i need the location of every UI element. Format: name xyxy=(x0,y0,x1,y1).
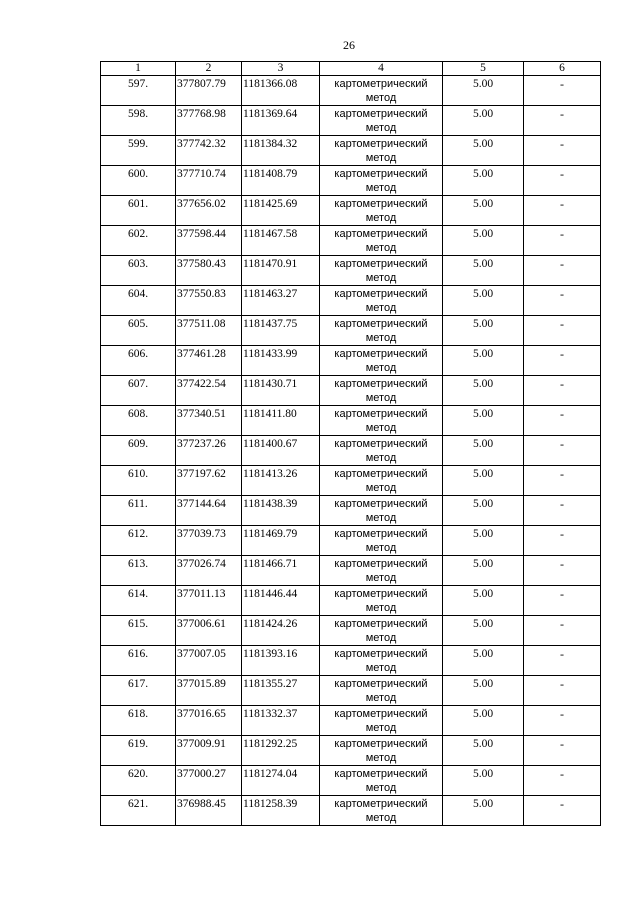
table-row xyxy=(101,766,601,796)
table-row xyxy=(101,286,601,316)
coordinate-y: 1181355.27 xyxy=(242,676,320,706)
coordinate-y: 1181274.04 xyxy=(242,766,320,796)
description-cell: - xyxy=(524,406,601,436)
accuracy-value: 5.00 xyxy=(443,466,524,496)
method-cell xyxy=(320,226,443,256)
description-cell: - xyxy=(524,196,601,226)
point-number: 597. xyxy=(101,76,176,106)
coordinate-x: 377197.62 xyxy=(176,466,242,496)
table-body xyxy=(101,76,601,826)
description-cell: - xyxy=(524,286,601,316)
table-row xyxy=(101,136,601,166)
method-line-1: картометрический xyxy=(334,288,428,300)
coordinate-y: 1181258.39 xyxy=(242,796,320,826)
method-line-2: метод xyxy=(365,272,397,284)
description-cell: - xyxy=(524,76,601,106)
coordinate-x: 377580.43 xyxy=(176,256,242,286)
coordinate-x: 377511.08 xyxy=(176,316,242,346)
method-cell xyxy=(320,196,443,226)
method-cell xyxy=(320,256,443,286)
coordinate-y: 1181384.32 xyxy=(242,136,320,166)
point-number: 614. xyxy=(101,586,176,616)
method-cell xyxy=(320,496,443,526)
method-line-1: картометрический xyxy=(334,768,428,780)
method-cell xyxy=(320,376,443,406)
method-cell xyxy=(320,676,443,706)
coordinate-y: 1181369.64 xyxy=(242,106,320,136)
method-cell xyxy=(320,616,443,646)
accuracy-value: 5.00 xyxy=(443,346,524,376)
method-line-1: картометрический xyxy=(334,678,428,690)
table-row xyxy=(101,706,601,736)
coordinate-y: 1181425.69 xyxy=(242,196,320,226)
accuracy-value: 5.00 xyxy=(443,226,524,256)
coordinate-x: 377461.28 xyxy=(176,346,242,376)
method-line-2: метод xyxy=(365,362,397,374)
coordinate-x: 377550.83 xyxy=(176,286,242,316)
method-line-2: метод xyxy=(365,632,397,644)
coordinate-y: 1181466.71 xyxy=(242,556,320,586)
method-line-1: картометрический xyxy=(334,438,428,450)
accuracy-value: 5.00 xyxy=(443,286,524,316)
accuracy-value: 5.00 xyxy=(443,646,524,676)
point-number: 600. xyxy=(101,166,176,196)
method-line-1: картометрический xyxy=(334,528,428,540)
description-cell: - xyxy=(524,436,601,466)
coordinate-x: 377656.02 xyxy=(176,196,242,226)
description-cell: - xyxy=(524,676,601,706)
table-row xyxy=(101,526,601,556)
point-number: 615. xyxy=(101,616,176,646)
method-cell xyxy=(320,286,443,316)
table-row xyxy=(101,196,601,226)
description-cell: - xyxy=(524,646,601,676)
method-line-1: картометрический xyxy=(334,78,428,90)
method-line-1: картометрический xyxy=(334,198,428,210)
point-number: 605. xyxy=(101,316,176,346)
coordinate-x: 377237.26 xyxy=(176,436,242,466)
coordinate-y: 1181424.26 xyxy=(242,616,320,646)
method-cell xyxy=(320,766,443,796)
coordinate-y: 1181292.25 xyxy=(242,736,320,766)
point-number: 621. xyxy=(101,796,176,826)
table-row xyxy=(101,586,601,616)
method-line-1: картометрический xyxy=(334,708,428,720)
point-number: 620. xyxy=(101,766,176,796)
accuracy-value: 5.00 xyxy=(443,586,524,616)
method-line-2: метод xyxy=(365,302,397,314)
method-line-1: картометрический xyxy=(334,228,428,240)
coordinate-x: 377598.44 xyxy=(176,226,242,256)
accuracy-value: 5.00 xyxy=(443,106,524,136)
column-header-2: 2 xyxy=(176,62,242,76)
accuracy-value: 5.00 xyxy=(443,76,524,106)
method-line-1: картометрический xyxy=(334,798,428,810)
point-number: 604. xyxy=(101,286,176,316)
table-row xyxy=(101,466,601,496)
coordinate-x: 377340.51 xyxy=(176,406,242,436)
method-cell xyxy=(320,76,443,106)
table-row xyxy=(101,226,601,256)
accuracy-value: 5.00 xyxy=(443,496,524,526)
point-number: 610. xyxy=(101,466,176,496)
method-line-1: картометрический xyxy=(334,168,428,180)
coordinate-x: 377011.13 xyxy=(176,586,242,616)
point-number: 602. xyxy=(101,226,176,256)
table-row xyxy=(101,166,601,196)
accuracy-value: 5.00 xyxy=(443,136,524,166)
coordinate-y: 1181393.16 xyxy=(242,646,320,676)
coordinate-x: 377710.74 xyxy=(176,166,242,196)
accuracy-value: 5.00 xyxy=(443,406,524,436)
method-line-2: метод xyxy=(365,572,397,584)
table-row xyxy=(101,796,601,826)
coordinate-x: 377768.98 xyxy=(176,106,242,136)
point-number: 606. xyxy=(101,346,176,376)
accuracy-value: 5.00 xyxy=(443,796,524,826)
method-cell xyxy=(320,106,443,136)
table-row xyxy=(101,676,601,706)
method-line-2: метод xyxy=(365,332,397,344)
description-cell: - xyxy=(524,136,601,166)
coordinate-y: 1181366.08 xyxy=(242,76,320,106)
table-row xyxy=(101,346,601,376)
table-header-row xyxy=(101,62,601,76)
description-cell: - xyxy=(524,316,601,346)
point-number: 599. xyxy=(101,136,176,166)
method-cell xyxy=(320,706,443,736)
coordinate-y: 1181400.67 xyxy=(242,436,320,466)
method-line-2: метод xyxy=(365,452,397,464)
table-row xyxy=(101,376,601,406)
method-cell xyxy=(320,646,443,676)
page-number: 26 xyxy=(343,38,355,52)
description-cell: - xyxy=(524,256,601,286)
column-header-1: 1 xyxy=(101,62,176,76)
method-line-2: метод xyxy=(365,602,397,614)
method-line-1: картометрический xyxy=(334,738,428,750)
accuracy-value: 5.00 xyxy=(443,616,524,646)
point-number: 608. xyxy=(101,406,176,436)
method-line-2: метод xyxy=(365,782,397,794)
table-row xyxy=(101,556,601,586)
method-line-2: метод xyxy=(365,812,397,824)
coordinate-y: 1181463.27 xyxy=(242,286,320,316)
table-row xyxy=(101,496,601,526)
method-cell xyxy=(320,526,443,556)
method-line-1: картометрический xyxy=(334,258,428,270)
coordinate-y: 1181433.99 xyxy=(242,346,320,376)
description-cell: - xyxy=(524,796,601,826)
description-cell: - xyxy=(524,766,601,796)
coordinate-x: 377009.91 xyxy=(176,736,242,766)
accuracy-value: 5.00 xyxy=(443,436,524,466)
method-line-2: метод xyxy=(365,152,397,164)
method-cell xyxy=(320,556,443,586)
coordinate-x: 377026.74 xyxy=(176,556,242,586)
accuracy-value: 5.00 xyxy=(443,316,524,346)
accuracy-value: 5.00 xyxy=(443,256,524,286)
table-row xyxy=(101,256,601,286)
method-line-2: метод xyxy=(365,182,397,194)
coordinate-x: 377000.27 xyxy=(176,766,242,796)
column-header-5: 5 xyxy=(443,62,524,76)
method-line-1: картометрический xyxy=(334,348,428,360)
method-line-2: метод xyxy=(365,122,397,134)
method-line-2: метод xyxy=(365,482,397,494)
table-row xyxy=(101,76,601,106)
description-cell: - xyxy=(524,226,601,256)
coordinate-x: 377015.89 xyxy=(176,676,242,706)
coordinate-y: 1181332.37 xyxy=(242,706,320,736)
table-row xyxy=(101,646,601,676)
method-line-2: метод xyxy=(365,542,397,554)
method-line-2: метод xyxy=(365,212,397,224)
method-cell xyxy=(320,346,443,376)
description-cell: - xyxy=(524,466,601,496)
method-cell xyxy=(320,436,443,466)
description-cell: - xyxy=(524,346,601,376)
coordinate-y: 1181470.91 xyxy=(242,256,320,286)
method-line-1: картометрический xyxy=(334,558,428,570)
coordinate-x: 376988.45 xyxy=(176,796,242,826)
description-cell: - xyxy=(524,736,601,766)
description-cell: - xyxy=(524,526,601,556)
coordinate-y: 1181408.79 xyxy=(242,166,320,196)
description-cell: - xyxy=(524,496,601,526)
column-header-6: 6 xyxy=(524,62,601,76)
coordinate-x: 377742.32 xyxy=(176,136,242,166)
accuracy-value: 5.00 xyxy=(443,196,524,226)
method-line-2: метод xyxy=(365,392,397,404)
method-line-1: картометрический xyxy=(334,468,428,480)
method-line-2: метод xyxy=(365,92,397,104)
method-cell xyxy=(320,466,443,496)
point-number: 616. xyxy=(101,646,176,676)
method-line-1: картометрический xyxy=(334,498,428,510)
coordinate-y: 1181438.39 xyxy=(242,496,320,526)
point-number: 598. xyxy=(101,106,176,136)
coordinate-x: 377007.05 xyxy=(176,646,242,676)
coordinate-y: 1181446.44 xyxy=(242,586,320,616)
description-cell: - xyxy=(524,616,601,646)
coordinate-x: 377039.73 xyxy=(176,526,242,556)
coordinate-y: 1181413.26 xyxy=(242,466,320,496)
method-line-1: картометрический xyxy=(334,318,428,330)
coordinate-y: 1181430.71 xyxy=(242,376,320,406)
coordinate-x: 377006.61 xyxy=(176,616,242,646)
point-number: 617. xyxy=(101,676,176,706)
coordinate-x: 377807.79 xyxy=(176,76,242,106)
column-header-3: 3 xyxy=(242,62,320,76)
description-cell: - xyxy=(524,586,601,616)
method-line-2: метод xyxy=(365,662,397,674)
method-cell xyxy=(320,136,443,166)
description-cell: - xyxy=(524,166,601,196)
coordinate-y: 1181467.58 xyxy=(242,226,320,256)
method-cell xyxy=(320,166,443,196)
method-cell xyxy=(320,406,443,436)
coordinate-x: 377422.54 xyxy=(176,376,242,406)
column-header-4: 4 xyxy=(320,62,443,76)
table-row xyxy=(101,316,601,346)
table-row xyxy=(101,616,601,646)
table-row xyxy=(101,106,601,136)
method-line-2: метод xyxy=(365,752,397,764)
table-row xyxy=(101,406,601,436)
accuracy-value: 5.00 xyxy=(443,676,524,706)
method-cell xyxy=(320,586,443,616)
method-line-1: картометрический xyxy=(334,108,428,120)
coordinates-table xyxy=(100,61,601,826)
description-cell: - xyxy=(524,376,601,406)
accuracy-value: 5.00 xyxy=(443,526,524,556)
method-cell xyxy=(320,736,443,766)
coordinate-x: 377016.65 xyxy=(176,706,242,736)
accuracy-value: 5.00 xyxy=(443,766,524,796)
method-line-2: метод xyxy=(365,422,397,434)
method-cell xyxy=(320,796,443,826)
method-line-2: метод xyxy=(365,692,397,704)
coordinate-y: 1181411.80 xyxy=(242,406,320,436)
method-line-1: картометрический xyxy=(334,588,428,600)
accuracy-value: 5.00 xyxy=(443,166,524,196)
method-line-1: картометрический xyxy=(334,618,428,630)
accuracy-value: 5.00 xyxy=(443,556,524,586)
method-line-1: картометрический xyxy=(334,138,428,150)
accuracy-value: 5.00 xyxy=(443,736,524,766)
accuracy-value: 5.00 xyxy=(443,706,524,736)
method-cell xyxy=(320,316,443,346)
accuracy-value: 5.00 xyxy=(443,376,524,406)
method-line-1: картометрический xyxy=(334,378,428,390)
point-number: 603. xyxy=(101,256,176,286)
method-line-2: метод xyxy=(365,722,397,734)
table-row xyxy=(101,436,601,466)
method-line-1: картометрический xyxy=(334,648,428,660)
point-number: 607. xyxy=(101,376,176,406)
point-number: 611. xyxy=(101,496,176,526)
method-line-2: метод xyxy=(365,512,397,524)
method-line-1: картометрический xyxy=(334,408,428,420)
description-cell: - xyxy=(524,556,601,586)
coordinate-y: 1181437.75 xyxy=(242,316,320,346)
coordinate-x: 377144.64 xyxy=(176,496,242,526)
point-number: 612. xyxy=(101,526,176,556)
point-number: 613. xyxy=(101,556,176,586)
description-cell: - xyxy=(524,106,601,136)
point-number: 601. xyxy=(101,196,176,226)
coordinate-y: 1181469.79 xyxy=(242,526,320,556)
table-row xyxy=(101,736,601,766)
point-number: 618. xyxy=(101,706,176,736)
point-number: 609. xyxy=(101,436,176,466)
description-cell: - xyxy=(524,706,601,736)
method-line-2: метод xyxy=(365,242,397,254)
point-number: 619. xyxy=(101,736,176,766)
